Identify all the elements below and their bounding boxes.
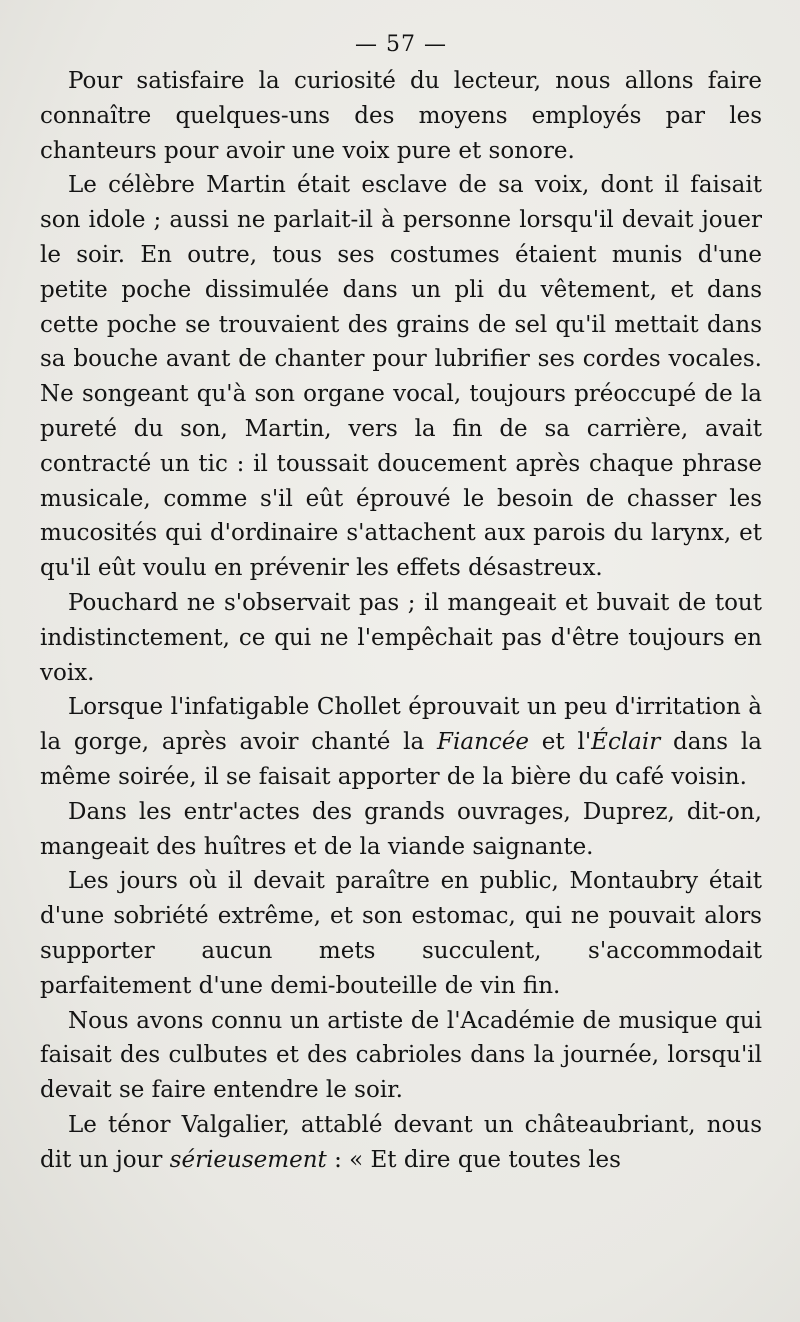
chollet-text-start: Lorsque l'infatigable Chollet éprouvait un peu d'irritation à la gorge, après avoir chanté la	[40, 694, 762, 756]
page-number: — 57 —	[355, 32, 447, 57]
word-serieusement: sérieusement	[169, 1146, 327, 1173]
paragraph-valgalier	[40, 1108, 762, 1178]
body-text	[40, 64, 762, 1178]
paragraph-montaubry: Les jours où il devait paraître en public, Montaubry était d'une sobriété extrême, et son estomac, qui ne pouvait alors supporter aucun mets succulent, s'accommodait parfaitement d'une demi-bouteille de vin fin.	[40, 868, 762, 999]
valgalier-text-end: : « Et dire que toutes les	[326, 1146, 621, 1173]
valgalier-text-start: Le ténor Valgalier, attablé devant un châteaubriant, nous dit un jour	[40, 1111, 762, 1173]
title-eclair: Éclair	[591, 729, 661, 756]
paragraph-pouchard: Pouchard ne s'observait pas ; il mangeait et buvait de tout indistinctement, ce qui ne l'empêchait pas d'être toujours en voix.	[40, 589, 762, 686]
paragraph-intro: Pour satisfaire la curiosité du lecteur, nous allons faire connaître quelques-uns des moyens employés par les chanteurs pour avoir une voix pure et sonore.	[40, 68, 762, 164]
title-fiancee: Fiancée	[437, 729, 529, 756]
paragraph-artiste: Nous avons connu un artiste de l'Académie de musique qui faisait des culbutes et des cabrioles dans la journée, lorsqu'il devait se faire entendre le soir.	[40, 1007, 762, 1104]
paragraph-duprez: Dans les entr'actes des grands ouvrages, Duprez, dit-on, mangeait des huîtres et de la viande saignante.	[40, 798, 762, 860]
chollet-text-end: dans la même soirée, il se faisait apporter de la bière du café voisin.	[40, 729, 762, 790]
paragraph-martin: Le célèbre Martin était esclave de sa voix, dont il faisait son idole ; aussi ne parlait-il à personne lorsqu'il devait jouer le soir. En outre, tous ses costumes étaient munis d'une petite poche dissimulée dans un pli du vêtement, et dans cette poche se trouvaient des grains de sel qu'il mettait dans sa bouche avant de chanter pour lubrifier ses cordes vocales. Ne songeant qu'à son organe vocal, toujours préoccupé de la pureté du son, Martin, vers la fin de sa carrière, avait contracté un tic : il toussait doucement après chaque phrase musicale, comme s'il eût éprouvé le besoin de chasser les mucosités qui d'ordinaire s'attachent aux parois du larynx, et qu'il eût voulu en prévenir les effets désastreux.	[40, 172, 762, 582]
paragraph-chollet	[40, 690, 762, 794]
chollet-text-middle: et l'	[529, 729, 592, 756]
